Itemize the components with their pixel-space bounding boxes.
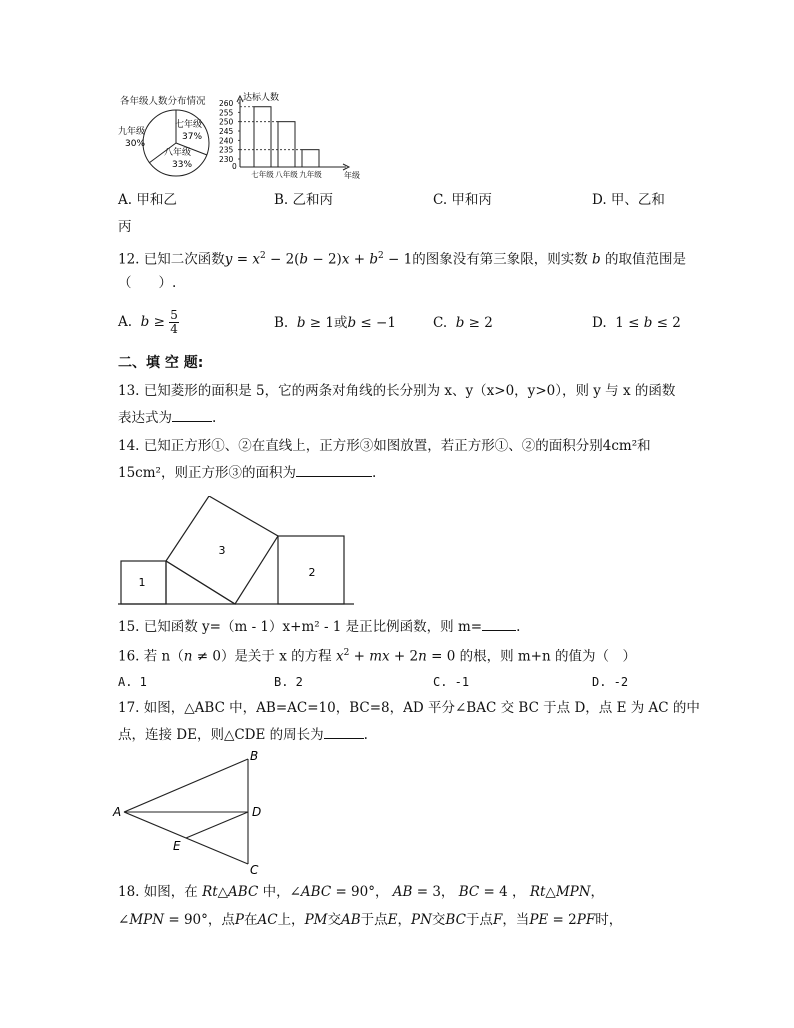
section-title: 二、填 空 题: <box>118 355 204 371</box>
q15-answer-blank <box>482 616 516 631</box>
q12-suffix2: 的取值范围是 <box>604 251 686 268</box>
q13-line2: 表达式为 . <box>118 407 216 428</box>
pie-label-g7: 七年级 <box>175 120 203 130</box>
pie-pct-g7: 37% <box>182 132 203 142</box>
q16-option-b: B. 2 <box>274 675 303 689</box>
label-d: D <box>252 805 262 819</box>
q14-answer-blank <box>296 462 372 477</box>
q14-squares-figure <box>118 496 358 608</box>
bar-ytick-label: 250 <box>219 117 234 127</box>
pie-pct-g9: 30% <box>125 139 146 149</box>
bar-ytick-label: 245 <box>219 127 234 136</box>
q11-option-a: A. 甲和乙 <box>118 192 177 208</box>
bar-ytick-label: 260 <box>219 99 234 108</box>
label-1: 1 <box>138 576 146 589</box>
q14-line1: 14. 已知正方形①、②在直线上，正方形③如图放置，若正方形①、②的面积分别4cm²和 <box>118 438 651 454</box>
bar-xlabel: 年级 <box>344 171 360 180</box>
bar-1 <box>254 107 271 167</box>
bar-category-label: 八年级 <box>275 170 298 179</box>
q12-suffix: 的图象没有第三象限，则实数 <box>412 251 588 268</box>
q16-stem: 16. 若 n（n ≠ 0）是关于 x 的方程 $x^2$ + mx + 2n = 0 的根，则 m+n 的值为（ ） <box>118 648 636 665</box>
label-2: 2 <box>308 566 316 579</box>
segment-de <box>186 812 248 838</box>
q12-paren: （ ）. <box>118 275 177 291</box>
q12-option-b: B. b ≥ 1或b ≤ −1 <box>274 315 396 331</box>
q16-option-a: A. 1 <box>118 675 147 689</box>
q12-prefix: 12. 已知二次函数 <box>118 251 225 268</box>
q17-answer-blank <box>324 724 364 739</box>
label-a: A <box>113 805 122 819</box>
q12-option-d: D. 1 ≤ b ≤ 2 <box>592 315 681 331</box>
pie-label-g8: 八年级 <box>164 148 192 158</box>
q12-option-c: C. b ≥ 2 <box>433 315 493 331</box>
bar-category-label: 九年级 <box>299 170 322 179</box>
bar-category-label: 七年级 <box>251 170 274 179</box>
square-3-edge <box>166 561 235 604</box>
q18-line2: ∠MPN = 90°，点P在AC上，PM交AB于点E，PN交BC于点F，当PE = 2PF时， <box>118 912 623 928</box>
q11-option-d: D. 甲、乙和 <box>592 192 665 208</box>
pie-pct-g8: 33% <box>172 160 193 170</box>
q13-answer-blank <box>172 407 212 422</box>
pie-chart <box>118 107 216 177</box>
q14-line2: 15cm²，则正方形③的面积为 . <box>118 462 376 483</box>
q17-line1: 17. 如图，△ABC 中，AB=AC=10，BC=8，AD 平分∠BAC 交 BC 于点 D，点 E 为 AC 的中 <box>118 700 700 716</box>
pie-label-g9: 九年级 <box>118 127 146 137</box>
bar-ytick-label: 240 <box>219 136 234 146</box>
q11-charts <box>118 93 368 185</box>
q16-option-c: C. -1 <box>433 675 470 689</box>
q12-stem: 12. 已知二次函数$y = x^2 - 2(b - 2)x + b^2 - 1$的图象没有第三象限，则实数 b 的取值范围是 <box>118 251 686 268</box>
q13-line1: 13. 已知菱形的面积是 5，它的两条对角线的长分别为 x、y（x>0，y>0），则 y 与 x 的函数 <box>118 383 676 399</box>
bar-chart <box>218 91 368 185</box>
segment-ab <box>124 759 248 812</box>
bar-ylabel: 达标人数 <box>243 93 280 103</box>
q12-option-a: A. b ≥ $\frac{5}{4}$ <box>118 308 178 336</box>
bar-3 <box>302 150 319 167</box>
q15-line: 15. 已知函数 y=（m - 1）x+m² - 1 是正比例函数，则 m= . <box>118 616 520 637</box>
label-b: B <box>250 749 259 763</box>
pie-title: 各年级人数分布情况 <box>120 96 206 107</box>
label-3: 3 <box>218 544 226 557</box>
bar-ytick-label: 230 <box>219 155 234 164</box>
q11-option-c: C. 甲和丙 <box>433 192 492 208</box>
label-c: C <box>250 863 259 877</box>
bar-2 <box>278 122 295 167</box>
bar-origin-label: 0 <box>232 162 237 171</box>
q12-frac: $\frac{5}{4}$ <box>170 308 178 336</box>
q11-option-b: B. 乙和丙 <box>274 192 334 208</box>
q17-line2: 点，连接 DE，则△CDE 的周长为 . <box>118 724 368 745</box>
q18-line1: 18. 如图，在 Rt△ABC 中，∠ABC = 90°， AB = 3， BC = 4 ， Rt△MPN， <box>118 884 605 900</box>
bar-ytick-label: 255 <box>219 108 234 118</box>
q16-option-d: D. -2 <box>592 675 629 689</box>
q17-triangle-figure <box>112 746 272 878</box>
q11-option-d-wrap: 丙 <box>118 219 132 235</box>
label-e: E <box>173 839 181 853</box>
bar-ytick-label: 235 <box>219 145 234 155</box>
